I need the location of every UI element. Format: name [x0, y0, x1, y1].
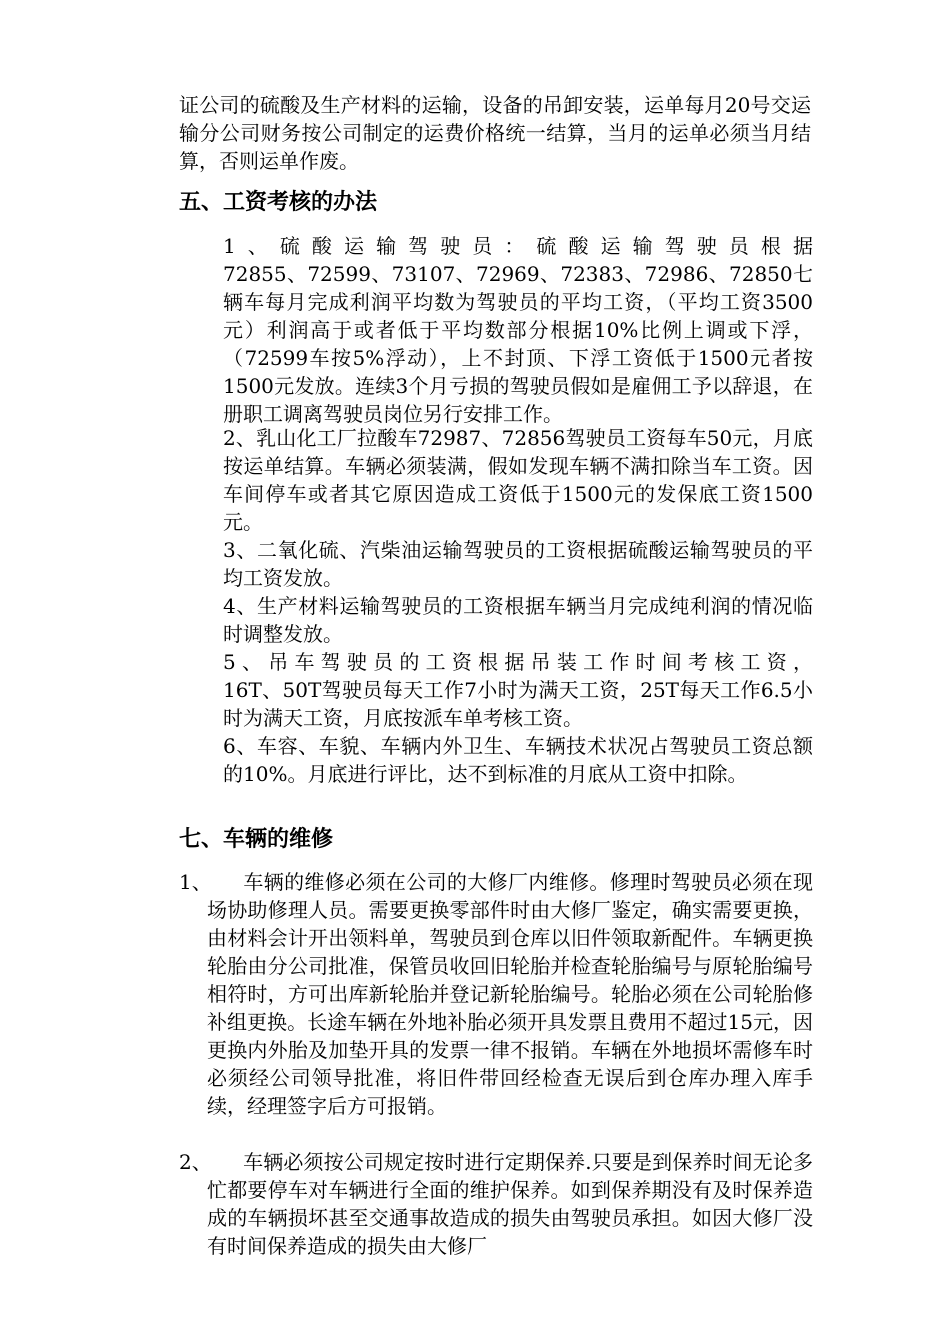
salary-item-5-first-line: 5、吊车驾驶员的工资根据吊装工作时间考核工资， — [223, 650, 813, 674]
salary-item-1-rest: 72855、72599、73107、72969、72383、72986、72850七辆车每月完成利润平均数为驾驶员的平均工资，（平均工资3500元）利润高于或者低于平均数部分根据10%比例上调或下浮，（72599车按5%浮动），上不封顶、下浮工资低于1500元者按1500元发放。连续3个月亏损的驾驶员假如是雇佣工予以辞退，在册职工调离驾驶员岗位另行安排工作。 — [223, 262, 813, 426]
repair-item-1-number: 1、 — [179, 870, 212, 894]
salary-item-1-first-line: 1、硫酸运输驾驶员：硫酸运输驾驶员根据 — [223, 234, 813, 258]
intro-paragraph: 证公司的硫酸及生产材料的运输，设备的吊卸安装，运单每月20号交运输分公司财务按公司制定的运费价格统一结算，当月的运单必须当月结算，否则运单作废。 — [179, 93, 811, 173]
salary-item-3: 3、二氧化硫、汽柴油运输驾驶员的工资根据硫酸运输驾驶员的平均工资发放。 — [223, 538, 813, 590]
repair-item-2 — [179, 1148, 813, 1260]
salary-item-1 — [223, 232, 813, 428]
section-5-heading: 五、工资考核的办法 — [179, 190, 378, 215]
salary-item-5 — [223, 648, 813, 732]
repair-item-2-text: 车辆必须按公司规定按时进行定期保养.只要是到保养时间无论多忙都要停车对车辆进行全面的维护保养。如到保养期没有及时保养造成的车辆损坏甚至交通事故造成的损失由驾驶员承担。如因大修厂没有时间保养造成的损失由大修厂 — [207, 1150, 813, 1258]
salary-item-6: 6、车容、车貌、车辆内外卫生、车辆技术状况占驾驶员工资总额的10%。月底进行评比，达不到标准的月底从工资中扣除。 — [223, 734, 813, 786]
repair-item-2-number: 2、 — [179, 1150, 212, 1174]
repair-item-1 — [179, 868, 813, 1120]
salary-item-5-rest: 16T、50T驾驶员每天工作7小时为满天工资，25T每天工作6.5小时为满天工资，月底按派车单考核工资。 — [223, 678, 813, 730]
section-7-heading: 七、车辆的维修 — [179, 827, 334, 852]
salary-item-4: 4、生产材料运输驾驶员的工资根据车辆当月完成纯利润的情况临时调整发放。 — [223, 594, 813, 646]
repair-item-1-text: 车辆的维修必须在公司的大修厂内维修。修理时驾驶员必须在现场协助修理人员。需要更换零部件时由大修厂鉴定，确实需要更换，由材料会计开出领料单，驾驶员到仓库以旧件领取新配件。车辆更换轮胎由分公司批准，保管员收回旧轮胎并检查轮胎编号与原轮胎编号相符时，方可出库新轮胎并登记新轮胎编号。轮胎必须在公司轮胎修补组更换。长途车辆在外地补胎必须开具发票且费用不超过15元，因更换内外胎及加垫开具的发票一律不报销。车辆在外地损坏需修车时必须经公司领导批准，将旧件带回经检查无误后到仓库办理入库手续，经理签字后方可报销。 — [207, 870, 813, 1118]
salary-item-2: 2、乳山化工厂拉酸车72987、72856驾驶员工资每车50元，月底按运单结算。车辆必须装满，假如发现车辆不满扣除当车工资。因车间停车或者其它原因造成工资低于1500元的发保底工资1500元。 — [223, 426, 813, 534]
